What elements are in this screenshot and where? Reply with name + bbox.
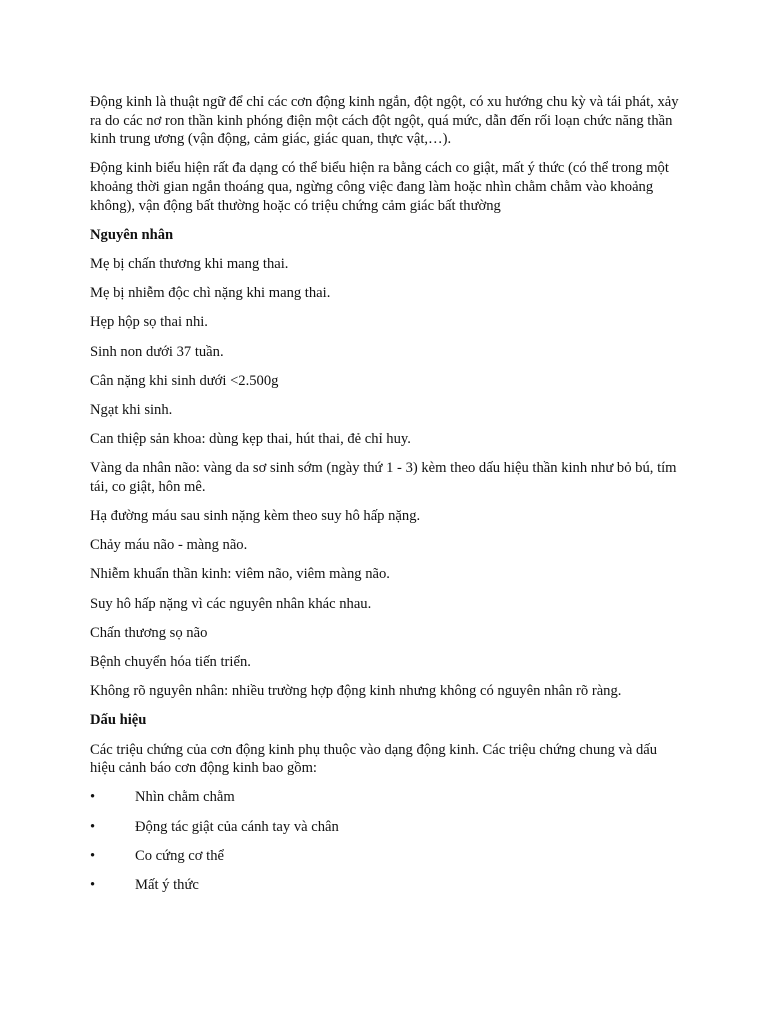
list-item <box>90 818 682 837</box>
signs-intro: Các triệu chứng của cơn động kinh phụ thuộc vào dạng động kinh. Các triệu chứng chung và dấu hiệu cảnh báo cơn động kinh bao gồm: <box>90 741 658 777</box>
cause-item: Mẹ bị chấn thương khi mang thai. <box>90 255 289 272</box>
signs-heading: Dấu hiệu <box>90 712 147 729</box>
cause-item: Ngạt khi sinh. <box>90 401 173 418</box>
bullet-icon: • <box>90 789 96 806</box>
cause-item: Không rõ nguyên nhân: nhiều trường hợp động kinh nhưng không có nguyên nhân rõ ràng. <box>90 683 622 700</box>
bullet-icon: • <box>90 818 96 835</box>
list-item-text: Nhìn chằm chằm <box>135 789 235 806</box>
cause-item: Suy hô hấp nặng vì các nguyên nhân khác nhau. <box>90 595 372 612</box>
cause-item: Hạ đường máu sau sinh nặng kèm theo suy hô hấp nặng. <box>90 508 421 525</box>
cause-item: Can thiệp sản khoa: dùng kẹp thai, hút thai, đẻ chỉ huy. <box>90 431 411 448</box>
list-item-text: Mất ý thức <box>135 877 199 894</box>
cause-item: Vàng da nhân não: vàng da sơ sinh sớm (ngày thứ 1 - 3) kèm theo dấu hiệu thần kinh như bỏ bú, tím tái, co giật, hôn mê. <box>90 460 677 495</box>
list-item-text: Động tác giật của cánh tay và chân <box>135 818 339 835</box>
list-item <box>90 788 682 807</box>
causes-heading: Nguyên nhân <box>90 226 174 243</box>
list-item-text: Co cứng cơ thể <box>135 848 224 865</box>
cause-item: Cân nặng khi sinh dưới <2.500g <box>90 372 279 389</box>
cause-item: Chảy máu não - màng não. <box>90 537 248 554</box>
cause-item: Nhiễm khuẩn thần kinh: viêm não, viêm màng não. <box>90 566 390 583</box>
cause-item: Hẹp hộp sọ thai nhi. <box>90 314 208 331</box>
list-item <box>90 876 682 895</box>
intro-paragraph-1: Động kinh là thuật ngữ để chỉ các cơn động kinh ngắn, đột ngột, có xu hướng chu kỳ và tái phát, xảy ra do các nơ ron thần kinh phóng điện một cách đột ngột, quá mức, dẫn đến rối loạn chức năng thần kinh trung ương (vận động, cảm giác, giác quan, thực vật,…). <box>90 94 679 148</box>
signs-bullet-list <box>90 788 682 895</box>
intro-paragraph-2: Động kinh biểu hiện rất đa dạng có thể biểu hiện ra bằng cách co giật, mất ý thức (có thể trong một khoảng thời gian ngắn thoáng qua, ngừng công việc đang làm hoặc nhìn chằm chằm vào khoảng không), vận động bất thường hoặc có triệu chứng cảm giác bất thường <box>90 160 669 214</box>
list-item <box>90 847 682 866</box>
cause-item: Bệnh chuyển hóa tiến triển. <box>90 653 251 670</box>
bullet-icon: • <box>90 848 96 865</box>
cause-item: Sinh non dưới 37 tuần. <box>90 343 224 360</box>
document-page <box>90 93 682 906</box>
cause-item: Chấn thương sọ não <box>90 624 208 641</box>
bullet-icon: • <box>90 877 96 894</box>
cause-item: Mẹ bị nhiễm độc chì nặng khi mang thai. <box>90 285 331 302</box>
